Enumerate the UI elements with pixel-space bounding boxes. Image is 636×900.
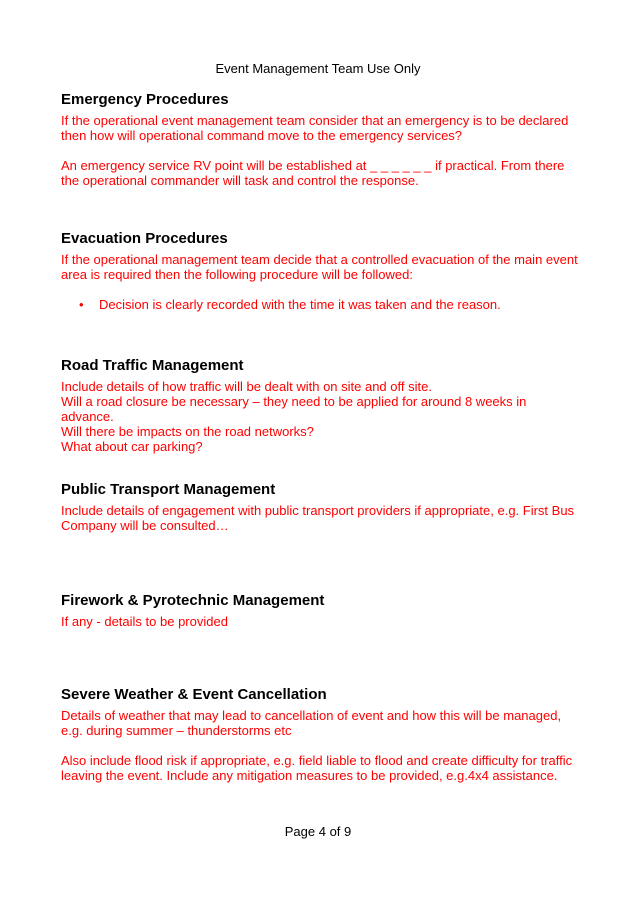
- section-paragraph: Details of weather that may lead to cancellation of event and how this will be managed, e.g. during summer – thunderstorms etc: [61, 708, 562, 738]
- section-title: Firework & Pyrotechnic Management: [61, 592, 325, 609]
- list-item-text: Decision is clearly recorded with the time it was taken and the reason.: [99, 297, 501, 312]
- section-title: Road Traffic Management: [61, 357, 244, 374]
- section-evacuation-procedures: [61, 230, 581, 312]
- page-number: Page 4 of 9: [284, 824, 352, 839]
- bullet-list: [61, 297, 581, 312]
- page-header: Event Management Team Use Only: [215, 61, 421, 76]
- section-title: Severe Weather & Event Cancellation: [61, 686, 327, 703]
- list-item: [61, 297, 581, 312]
- section-line: What about car parking?: [61, 439, 203, 454]
- bullet-dot-icon: •: [79, 297, 84, 312]
- section-title: Public Transport Management: [61, 481, 276, 498]
- section-line: Will a road closure be necessary – they need to be applied for around 8 weeks in advance.: [61, 394, 527, 424]
- section-paragraph: If the operational management team decide that a controlled evacuation of the main event area is required then the following procedure will be followed:: [61, 252, 578, 282]
- section-road-traffic-management: [61, 357, 581, 454]
- section-paragraph: Include details of engagement with public transport providers if appropriate, e.g. First Bus Company will be consulted…: [61, 503, 575, 533]
- section-title: Evacuation Procedures: [61, 230, 228, 247]
- section-line: Include details of how traffic will be dealt with on site and off site.: [61, 379, 432, 394]
- section-paragraph: Also include flood risk if appropriate, e.g. field liable to flood and create difficulty for traffic leaving the event. Include any mitigation measures to be provided, e.g.4x4 assistance.: [61, 753, 573, 783]
- section-severe-weather-event-cancellation: [61, 686, 581, 783]
- section-firework-pyrotechnic-management: [61, 592, 581, 629]
- section-line: Will there be impacts on the road networks?: [61, 424, 314, 439]
- section-paragraph: If any - details to be provided: [61, 614, 228, 629]
- section-paragraph: An emergency service RV point will be established at _ _ _ _ _ _ if practical. From there the operational commander will task and control the response.: [61, 158, 565, 188]
- section-public-transport-management: [61, 481, 581, 533]
- section-title: Emergency Procedures: [61, 91, 229, 108]
- section-emergency-procedures: [61, 91, 581, 188]
- section-paragraph: If the operational event management team consider that an emergency is to be declared then how will operational command move to the emergency services?: [61, 113, 569, 143]
